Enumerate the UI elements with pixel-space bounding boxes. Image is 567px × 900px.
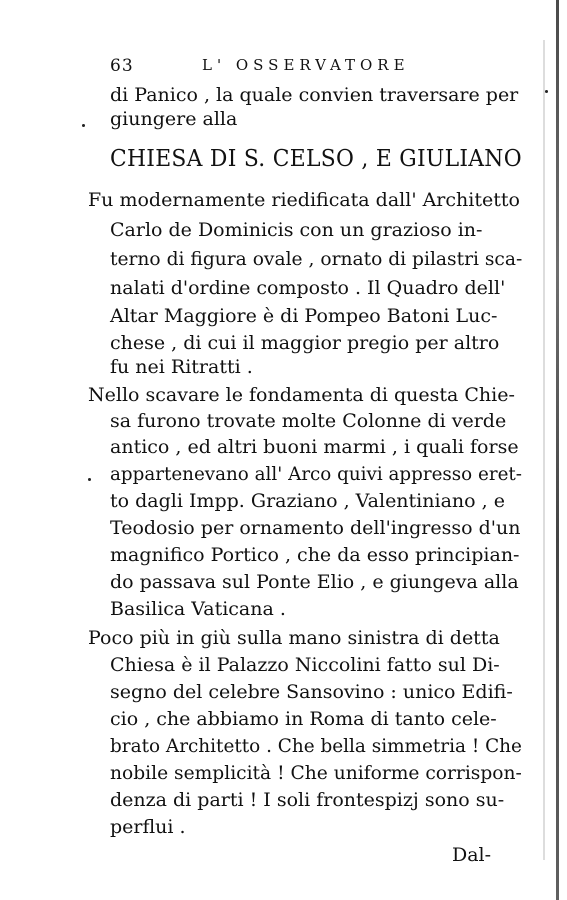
paragraph-line: Carlo de Dominicis con un grazioso in-	[110, 219, 483, 241]
paragraph-line: Basilica Vaticana .	[110, 598, 286, 620]
paragraph-line: to dagli Impp. Graziano , Valentiniano , e	[110, 490, 505, 512]
paragraph-line: denza di parti ! I soli frontespizj sono su-	[110, 789, 505, 811]
paragraph-line: brato Architetto . Che bella simmetria ! Che	[110, 735, 522, 757]
paragraph-line: Nello scavare le fondamenta di questa Chie-	[88, 384, 515, 406]
page-edge-line	[543, 40, 545, 860]
paragraph-line: nobile semplicità ! Che uniforme corrispon-	[110, 762, 522, 784]
page-number: 63	[110, 56, 134, 76]
page-edge-shadow	[556, 0, 559, 900]
paragraph-line: cio , che abbiamo in Roma di tanto cele-	[110, 708, 497, 730]
paragraph-line: appartenevano all' Arco quivi appresso eret-	[110, 463, 522, 485]
paragraph-line: segno del celebre Sansovino : unico Edifi-	[110, 681, 513, 703]
catchword: Dal-	[452, 844, 492, 866]
paragraph-line: Teodosio per ornamento dell'ingresso d'un	[110, 517, 521, 539]
paragraph-line: perflui .	[110, 816, 186, 838]
paragraph-line: Fu modernamente riedificata dall' Architetto	[88, 189, 520, 211]
ink-speck	[545, 90, 548, 93]
paragraph-line: terno di figura ovale , ornato di pilastri sca-	[110, 248, 523, 270]
paragraph-line: antico , ed altri buoni marmi , i quali forse	[110, 436, 519, 458]
paragraph-line: nalati d'ordine composto . Il Quadro dell'	[110, 277, 506, 299]
running-title: L' OSSERVATORE	[202, 56, 410, 74]
paragraph-line: chese , di cui il maggior pregio per altro	[110, 332, 500, 354]
paragraph-line: Poco più in giù sulla mano sinistra di detta	[88, 627, 500, 649]
paragraph-line: do passava sul Ponte Elio , e giungeva alla	[110, 571, 519, 593]
ink-speck	[88, 478, 91, 481]
paragraph-line: magnifico Portico , che da esso principian-	[110, 544, 520, 566]
paragraph-line: sa furono trovate molte Colonne di verde	[110, 410, 507, 432]
paragraph-line: Chiesa è il Palazzo Niccolini fatto sul Di-	[110, 654, 500, 676]
running-head	[110, 56, 510, 80]
ink-speck	[82, 124, 85, 127]
paragraph-line: Altar Maggiore è di Pompeo Batoni Luc-	[110, 305, 498, 327]
intro-line: giungere alla	[110, 108, 238, 130]
paragraph-line: fu nei Ritratti .	[110, 356, 253, 378]
intro-line: di Panico , la quale convien traversare per	[110, 84, 519, 106]
section-heading: CHIESA DI S. CELSO , E GIULIANO	[110, 146, 522, 172]
